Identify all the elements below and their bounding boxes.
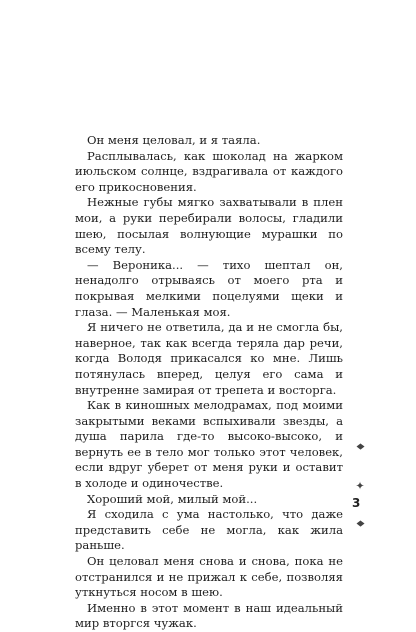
paragraph: Расплывалась, как шоколад на жарком июльском солнце, вздрагивала от каждого его прикосновения. [75,148,343,194]
paragraph: Он целовал меня снова и снова, пока не отстранился и не прижал к себе, позволяя уткнуться носом в шею. [75,554,343,600]
body-text [75,133,343,632]
paragraph: — Вероника... — тихо шептал он, ненадолго отрываясь от моего рта и покрывая мелкими поцелуями щеки и глаза. — Маленькая моя. [75,257,343,319]
paragraph: Как в киношных мелодрамах, под моими закрытыми веками вспыхивали звезды, а душа парила где-то высоко-высоко, и вернуть ее в тело мог только этот человек, если вдруг уберет от меня руки и оставит в холоде и одиночестве. [75,398,343,491]
page-number: 3 [352,496,361,510]
paragraph: Я ничего не ответила, да и не смогла бы, наверное, так как всегда теряла дар речи, когда Володя прикасался ко мне. Лишь потянулась вперед, целуя его сама и внутренне замирая от трепета и восторга. [75,320,343,397]
ornament-glyph-icon: ♦ [353,441,367,452]
ornament-glyph-icon: ♦ [353,518,367,529]
paragraph: Хороший мой, милый мой... [87,491,258,506]
ornament-glyph-icon: ✦ [353,480,367,490]
margin-ornament [350,440,370,530]
paragraph: Именно в этот момент в наш идеальный мир вторгся чужак. [75,600,343,631]
paragraph: Я сходила с ума настолько, что даже представить себе не могла, как жила раньше. [75,507,343,553]
paragraph: Нежные губы мягко захватывали в плен мои, а руки перебирали волосы, гладили шею, посылая волнующие мурашки по всему телу. [75,195,343,257]
paragraph: Он меня целовал, и я таяла. [87,133,261,147]
